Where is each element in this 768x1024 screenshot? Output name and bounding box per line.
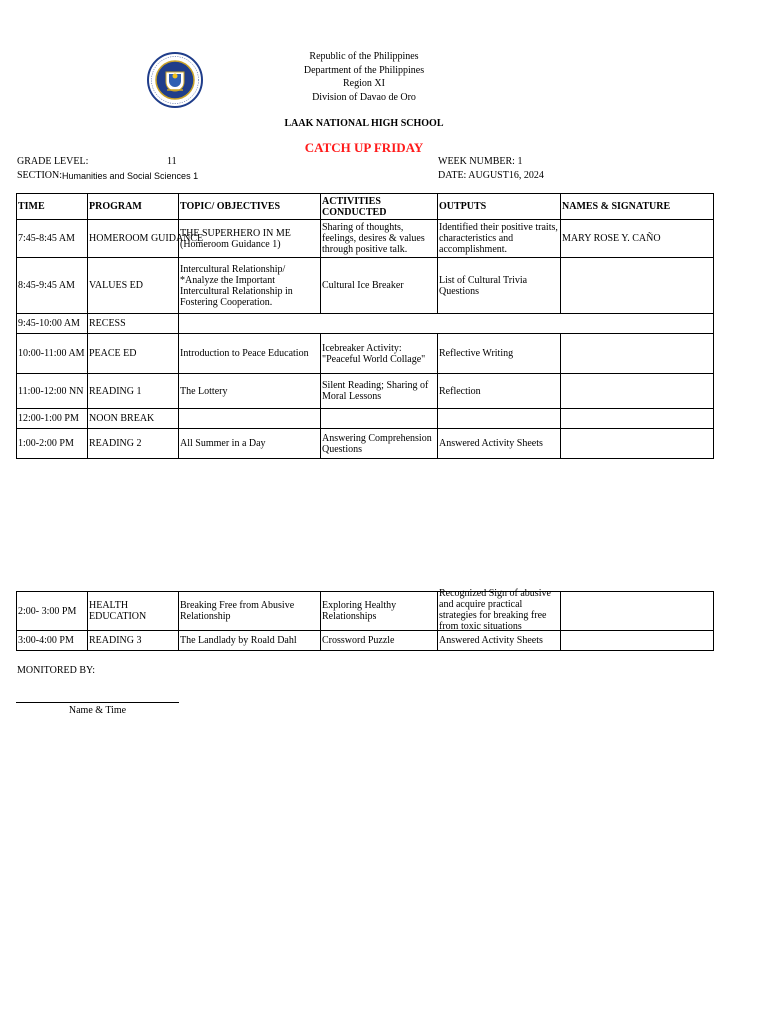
cell-names xyxy=(561,334,714,374)
header-line-division: Division of Davao de Oro xyxy=(312,91,416,103)
cell-program: READING 3 xyxy=(88,631,179,651)
cell-program: PEACE ED xyxy=(88,334,179,374)
cell-outputs xyxy=(438,409,561,429)
cell-time: 8:45-9:45 AM xyxy=(17,258,88,314)
cell-activities xyxy=(321,409,438,429)
cell-program: HOMEROOM GUIDANCE xyxy=(88,220,179,258)
cell-names xyxy=(561,429,714,459)
cell-activities: Sharing of thoughts, feelings, desires & values through positive talk. xyxy=(321,220,438,258)
table-row xyxy=(17,220,714,258)
cell-program: NOON BREAK xyxy=(88,409,179,429)
table-row xyxy=(17,592,714,631)
section-value: Humanities and Social Sciences 1 xyxy=(62,171,199,181)
date: DATE: AUGUST16, 2024 xyxy=(438,170,544,181)
cell-topic: Intercultural Relationship/ *Analyze the Important Intercultural Relationship in Fostering Cooperation. xyxy=(179,258,321,314)
table-header-row xyxy=(17,194,714,220)
section-label: SECTION: xyxy=(17,170,62,181)
cell-time: 10:00-11:00 AM xyxy=(17,334,88,374)
header-names: NAMES & SIGNATURE xyxy=(561,194,714,220)
table-row xyxy=(17,334,714,374)
cell-topic: Introduction to Peace Education xyxy=(179,334,321,374)
signature-line xyxy=(16,702,179,703)
cell-time: 9:45-10:00 AM xyxy=(17,314,88,334)
cell-outputs: Reflective Writing xyxy=(438,334,561,374)
table-row xyxy=(17,314,714,334)
cell-outputs: Identified their positive traits, characteristics and accomplishment. xyxy=(438,220,561,258)
cell-empty xyxy=(179,314,714,334)
cell-program: HEALTH EDUCATION xyxy=(88,592,179,631)
cell-program: VALUES ED xyxy=(88,258,179,314)
header-line-republic: Republic of the Philippines xyxy=(309,51,419,62)
cell-time: 11:00-12:00 NN xyxy=(17,374,88,409)
grade-level-value: 11 xyxy=(167,156,177,167)
cell-activities: Silent Reading; Sharing of Moral Lessons xyxy=(321,374,438,409)
cell-activities: Answering Comprehension Questions xyxy=(321,429,438,459)
cell-outputs: List of Cultural Trivia Questions xyxy=(438,258,561,314)
cell-topic: The Lottery xyxy=(179,374,321,409)
cell-topic: THE SUPERHERO IN ME (Homeroom Guidance 1) xyxy=(179,220,321,258)
header-topic: TOPIC/ OBJECTIVES xyxy=(179,194,321,220)
table-row xyxy=(17,409,714,429)
cell-topic xyxy=(179,409,321,429)
table-row xyxy=(17,631,714,651)
deped-seal-logo xyxy=(143,52,207,108)
cell-time: 3:00-4:00 PM xyxy=(17,631,88,651)
cell-topic: Breaking Free from Abusive Relationship xyxy=(179,592,321,631)
cell-names xyxy=(561,631,714,651)
header-outputs: OUTPUTS xyxy=(438,194,561,220)
header-line-region: Region XI xyxy=(343,78,385,89)
cell-topic: All Summer in a Day xyxy=(179,429,321,459)
cell-names xyxy=(561,592,714,631)
grade-level-label: GRADE LEVEL: xyxy=(17,156,89,167)
cell-outputs xyxy=(438,588,561,632)
cell-outputs-text: Recognized Sign of abusive and acquire practical strategies for breaking free from toxic situations xyxy=(439,588,551,632)
cell-time: 7:45-8:45 AM xyxy=(17,220,88,258)
cell-activities: Crossword Puzzle xyxy=(321,631,438,651)
table-row xyxy=(17,374,714,409)
cell-names xyxy=(561,258,714,314)
cell-names xyxy=(561,409,714,429)
cell-activities: Exploring Healthy Relationships xyxy=(321,592,438,631)
cell-activities: Cultural Ice Breaker xyxy=(321,258,438,314)
header-program: PROGRAM xyxy=(88,194,179,220)
cell-outputs: Answered Activity Sheets xyxy=(438,631,561,651)
cell-names: MARY ROSE Y. CAÑO xyxy=(561,220,714,258)
table-row xyxy=(17,429,714,459)
page-title: CATCH UP FRIDAY xyxy=(304,140,424,155)
cell-names xyxy=(561,374,714,409)
week-number: WEEK NUMBER: 1 xyxy=(438,156,523,167)
table-row xyxy=(17,258,714,314)
cell-outputs: Answered Activity Sheets xyxy=(438,429,561,459)
cell-time: 2:00- 3:00 PM xyxy=(17,592,88,631)
monitored-by-label: MONITORED BY: xyxy=(17,665,96,676)
header-line-department: Department of the Philippines xyxy=(303,64,425,76)
school-name: LAAK NATIONAL HIGH SCHOOL xyxy=(284,118,444,129)
header-activities: ACTIVITIES CONDUCTED xyxy=(321,194,438,220)
cell-topic: The Landlady by Roald Dahl xyxy=(179,631,321,651)
cell-program: READING 1 xyxy=(88,374,179,409)
header-time: TIME xyxy=(17,194,88,220)
cell-time: 1:00-2:00 PM xyxy=(17,429,88,459)
cell-activities: Icebreaker Activity: "Peaceful World Collage" xyxy=(321,334,438,374)
cell-time: 12:00-1:00 PM xyxy=(17,409,88,429)
name-time-label: Name & Time xyxy=(68,705,127,716)
schedule-table-continued xyxy=(16,588,714,651)
schedule-table xyxy=(16,193,714,459)
cell-outputs: Reflection xyxy=(438,374,561,409)
cell-program: RECESS xyxy=(88,314,179,334)
cell-program: READING 2 xyxy=(88,429,179,459)
